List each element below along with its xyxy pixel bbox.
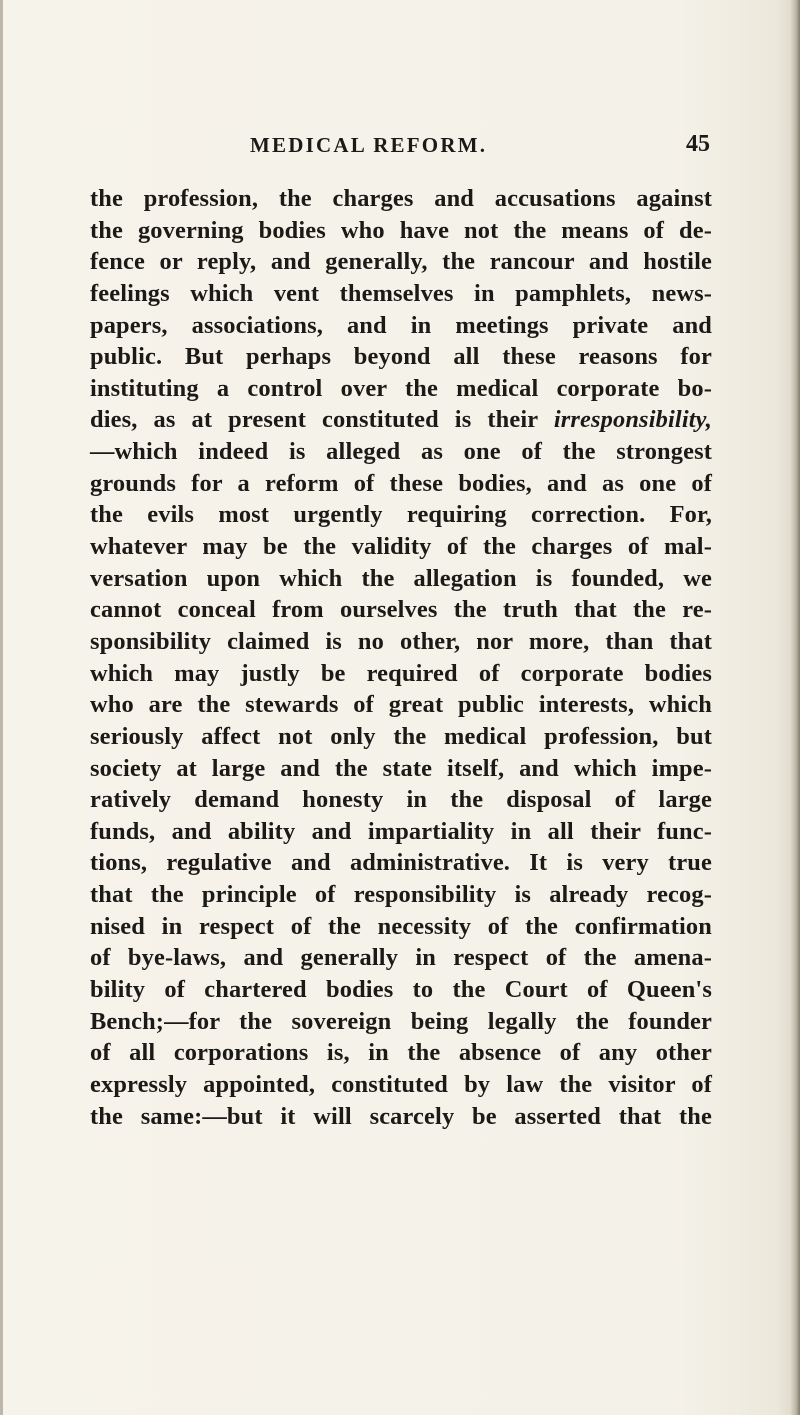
text-line: of bye-laws, and generally in respect of the amena- [90,944,712,972]
text-line: the governing bodies who have not the means of de- [90,216,712,244]
text-line: funds, and ability and impartiality in all their func- [90,817,712,845]
text-line: feelings which vent themselves in pamphlets, news- [90,279,712,307]
running-title: MEDICAL REFORM. [250,133,488,157]
body-text [90,183,712,1132]
page-number: 45 [686,131,710,157]
text-line: Bench;—for the sovereign being legally the founder [90,1007,712,1035]
text-line: ratively demand honesty in the disposal of large [90,786,712,814]
text-line-with-italic [90,404,712,436]
text-line: papers, associations, and in meetings private and [90,311,712,339]
text-line: nised in respect of the necessity of the confirmation [90,912,712,940]
text-line: the evils most urgently requiring correction. For, [90,501,712,529]
page-header [250,133,720,165]
text-line: sponsibility claimed is no other, nor more, than that [90,627,712,655]
text-line: public. But perhaps beyond all these reasons for [90,343,712,371]
text-line: expressly appointed, constituted by law the visitor of [90,1070,712,1098]
text-line: seriously affect not only the medical profession, but [90,722,712,750]
text-line: of all corporations is, in the absence of any other [90,1039,712,1067]
page-gutter-shadow [790,0,800,1415]
text-line: tions, regulative and administrative. It is very true [90,849,712,877]
text-line: which may justly be required of corporate bodies [90,659,712,687]
text-line: instituting a control over the medical corporate bo- [90,374,712,402]
text-line: the same:—but it will scarcely be asserted that the [90,1102,712,1130]
page-left-edge [0,0,3,1415]
text-line: the profession, the charges and accusations against [90,185,712,212]
text-line: cannot conceal from ourselves the truth that the re- [90,596,712,624]
text-line: whatever may be the validity of the charges of mal- [90,533,712,561]
text-line: society at large and the state itself, and which impe- [90,754,712,782]
text-line: —which indeed is alleged as one of the strongest [90,438,712,466]
text-line: bility of chartered bodies to the Court of Queen's [90,976,712,1004]
text-line-segment: dies, as at present constituted is their [90,406,554,434]
text-line: who are the stewards of great public interests, which [90,691,712,719]
text-line: grounds for a reform of these bodies, and as one of [90,469,712,497]
italic-emphasis: irresponsibility, [553,406,712,434]
text-line: fence or reply, and generally, the rancour and hostile [90,248,712,276]
text-line: versation upon which the allegation is founded, we [90,564,712,592]
text-line: that the principle of responsibility is already recog- [90,881,712,909]
